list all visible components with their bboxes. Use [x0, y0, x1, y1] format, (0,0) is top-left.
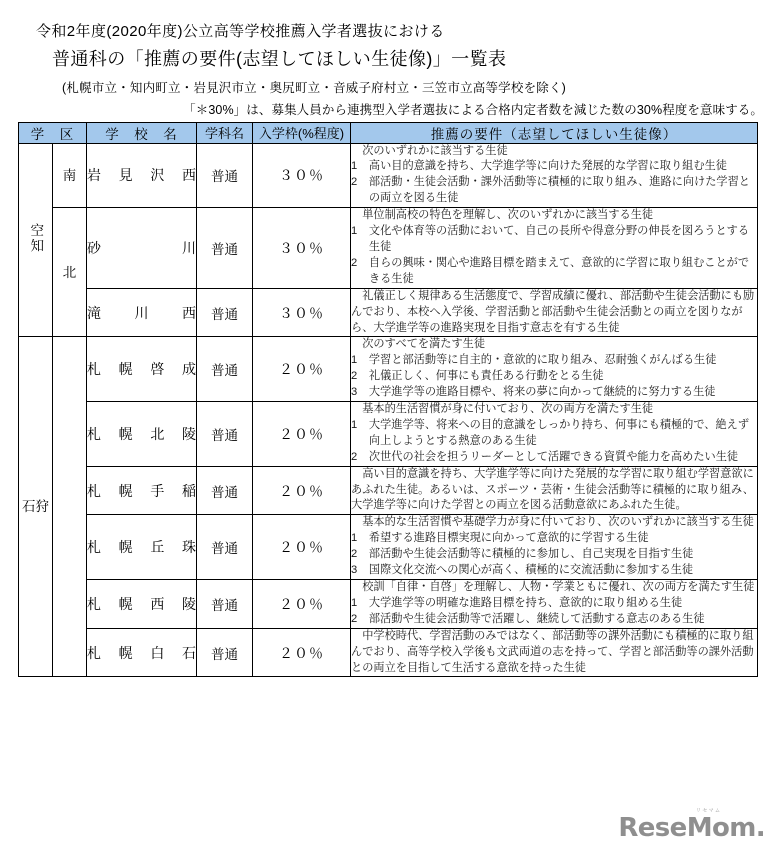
header-school: 学 校 名: [87, 122, 197, 143]
requirement-cell: [351, 580, 758, 629]
admission-quota-cell: ２０％: [253, 628, 351, 677]
requirement-item-number: 1: [351, 160, 358, 173]
header-course: 学科名: [197, 122, 253, 143]
school-name-cell: 札幌北陵: [87, 402, 197, 467]
requirement-item-number: 2: [351, 256, 358, 269]
requirement-cell: [351, 337, 758, 402]
course-name-cell: 普通: [197, 402, 253, 467]
requirement-paragraph: 礼儀正しく規律ある生活態度で、学習成績に優れ、部活動や生徒会活動にも励んでおり、本校へ入学後、学習活動と部活動や生徒会活動との両立を図りながら、大学進学等の進路実現を目指す意志を有する生徒: [351, 289, 755, 334]
admission-quota-cell: ２０％: [253, 466, 351, 515]
requirement-item: 1 文化や体育等の活動において、自己の長所や得意分野の伸長を図ろうとする生徒: [351, 225, 750, 253]
requirement-item-number: 2: [351, 612, 358, 625]
document-title-block: [0, 0, 773, 118]
district-cell: [19, 337, 53, 677]
course-name-cell: 普通: [197, 337, 253, 402]
requirement-item: 3 国際文化交流への関心が高く、積極的に交流活動に参加する生徒: [351, 563, 757, 579]
requirement-item-number: 1: [351, 418, 358, 431]
district-label: 空知: [28, 222, 44, 254]
requirement-item-number: 1: [351, 596, 358, 609]
requirement-cell: [351, 208, 758, 289]
table-row: [19, 402, 758, 467]
table-row: [19, 208, 758, 289]
table-row: [19, 337, 758, 402]
course-name-cell: 普通: [197, 628, 253, 677]
admission-quota-cell: ２０％: [253, 402, 351, 467]
requirement-item: 2 自らの興味・関心や進路目標を踏まえて、意欲的に学習に取り組むことができる生徒: [351, 256, 750, 285]
requirement-item-number: 2: [351, 370, 358, 383]
admission-quota-cell: ３０％: [253, 143, 351, 208]
district-label: 石狩: [22, 499, 49, 515]
school-name-cell: 滝川西: [87, 288, 197, 337]
header-quota: 入学枠(%程度): [253, 122, 351, 143]
table-row: [19, 628, 758, 677]
requirement-lead: 単位制高校の特色を理解し、次のいずれかに該当する生徒: [362, 209, 654, 222]
requirement-item: 2 次世代の社会を担うリーダーとして活躍できる資質や能力を高めたい生徒: [351, 450, 757, 466]
school-name-cell: 札幌啓成: [87, 337, 197, 402]
requirement-cell: [351, 402, 758, 467]
course-name-cell: 普通: [197, 143, 253, 208]
course-name-cell: 普通: [197, 288, 253, 337]
recommendation-table: [18, 122, 758, 678]
requirement-item-number: 3: [351, 564, 358, 577]
table-row: [19, 143, 758, 208]
admission-quota-cell: ２０％: [253, 515, 351, 580]
school-name-cell: 札幌手稲: [87, 466, 197, 515]
school-name-cell: 岩見沢西: [87, 143, 197, 208]
subdistrict-cell: 南: [53, 143, 87, 208]
requirement-lead: 基本的生活習慣が身に付いており、次の両方を満たす生徒: [362, 403, 654, 416]
table-row: [19, 466, 758, 515]
requirement-lead: 校訓「自律・自啓」を理解し、人物・学業ともに優れ、次の両方を満たす生徒: [362, 581, 755, 594]
requirement-item-number: 2: [351, 450, 358, 463]
table-body: [19, 143, 758, 677]
course-name-cell: 普通: [197, 466, 253, 515]
requirement-item: 1 高い目的意識を持ち、大学進学等に向けた発展的な学習に取り組む生徒: [351, 159, 757, 175]
requirement-item: 1 希望する進路目標実現に向かって意欲的に学習する生徒: [351, 531, 757, 547]
requirement-item-number: 2: [351, 176, 358, 189]
requirement-lead: 次のすべてを満たす生徒: [362, 338, 486, 351]
requirement-cell: [351, 628, 758, 677]
course-name-cell: 普通: [197, 515, 253, 580]
requirement-item: 3 大学進学等の進路目標や、将来の夢に向かって継続的に努力する生徒: [351, 385, 757, 401]
school-name-cell: 札幌西陵: [87, 580, 197, 629]
admission-quota-cell: ３０％: [253, 288, 351, 337]
title-line-2: 普通科の「推薦の要件(志望してほしい生徒像)」一覧表: [52, 49, 507, 70]
requirement-cell: [351, 466, 758, 515]
requirement-item-number: 1: [351, 225, 358, 238]
requirement-lead: 次のいずれかに該当する生徒: [362, 144, 508, 157]
header-requirement: 推薦の要件（志望してほしい生徒像）: [351, 122, 758, 143]
watermark-ruby: リセマム: [695, 808, 722, 814]
requirement-lead: 基本的な生活習慣や基礎学力が身に付いており、次のいずれかに該当する生徒: [362, 516, 754, 529]
admission-quota-cell: ３０％: [253, 208, 351, 289]
requirement-item-number: 1: [351, 354, 358, 367]
recommendation-table-wrapper: [18, 122, 757, 678]
subdistrict-cell: 北: [53, 208, 87, 337]
requirement-item-number: 1: [351, 532, 358, 545]
admission-quota-cell: ２０％: [253, 337, 351, 402]
requirement-item: 1 大学進学等の明確な進路目標を持ち、意欲的に取り組める生徒: [351, 596, 757, 612]
school-name-cell: 札幌丘珠: [87, 515, 197, 580]
requirement-cell: [351, 143, 758, 208]
district-cell: [19, 143, 53, 337]
requirement-item-number: 3: [351, 386, 358, 399]
requirement-item: 2 部活動や生徒会活動等で活躍し、継続して活動する意志のある生徒: [351, 612, 757, 628]
school-name-cell: 札幌白石: [87, 628, 197, 677]
requirement-cell: [351, 288, 758, 337]
school-name-cell: 砂川: [87, 208, 197, 289]
title-asterisk-note: 「＊30%」は、募集人員から連携型入学者選抜による合格内定者数を減じた数の30%程度を意味する。: [183, 102, 763, 117]
resemom-watermark: [618, 809, 765, 841]
requirement-item: 2 礼儀正しく、何事にも責任ある行動をとる生徒: [351, 369, 757, 385]
table-row: [19, 288, 758, 337]
header-district: 学 区: [19, 122, 87, 143]
title-line-1: 令和2年度(2020年度)公立高等学校推薦入学者選抜における: [36, 23, 445, 40]
watermark-logo-text: ReseMom.: [618, 813, 765, 843]
requirement-paragraph: 高い目的意識を持ち、大学進学等に向けた発展的な学習に取り組む学習意欲にあふれた生徒。あるいは、スポーツ・芸術・生徒会活動等に積極的に取り組み、大学進学等に向けた学習との両立を図る活動意欲にあふれた生徒。: [351, 467, 754, 512]
requirement-item: 2 部活動・生徒会活動・課外活動等に積極的に取り組み、進路に向けた学習との両立を図る生徒: [351, 176, 750, 205]
course-name-cell: 普通: [197, 580, 253, 629]
title-exclusion-note: (札幌市立・知内町立・岩見沢市立・奥尻町立・音威子府村立・三笠市立高等学校を除く): [62, 80, 567, 95]
course-name-cell: 普通: [197, 208, 253, 289]
table-row: [19, 515, 758, 580]
admission-quota-cell: ２０％: [253, 580, 351, 629]
requirement-item-number: 2: [351, 548, 358, 561]
requirement-item: 1 大学進学等、将来への目的意識をしっかり持ち、何事にも積極的で、絶えず向上しようとする熱意のある生徒: [351, 418, 750, 447]
table-row: [19, 580, 758, 629]
requirement-item: 1 学習と部活動等に自主的・意欲的に取り組み、忍耐強くがんばる生徒: [351, 353, 757, 369]
subdistrict-cell: [53, 337, 87, 677]
requirement-paragraph: 中学校時代、学習活動のみではなく、部活動等の課外活動にも積極的に取り組んでおり、高等学校入学後も文武両道の志を持って、学習と部活動等の課外活動との両立を目指して生活する意欲を持った生徒: [351, 629, 754, 674]
requirement-item: 2 部活動や生徒会活動等に積極的に参加し、自己実現を目指す生徒: [351, 547, 757, 563]
table-header: [19, 122, 758, 143]
requirement-cell: [351, 515, 758, 580]
